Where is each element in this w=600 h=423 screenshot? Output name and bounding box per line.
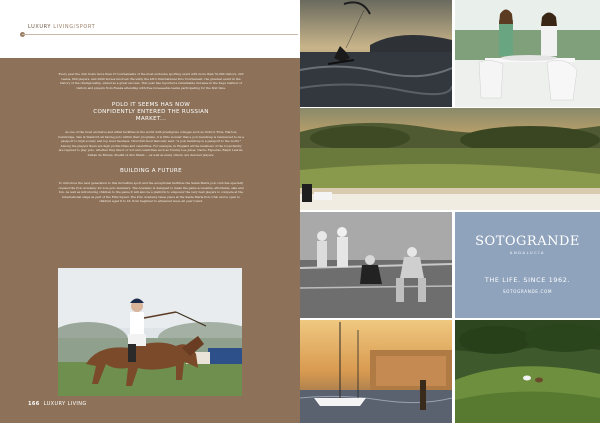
section-header	[28, 24, 95, 30]
article-paragraph-3: To introduce the next generation to this incredible sport and the exceptional facilities the Santa Maria polo club has specially created the Polo Academy for sole polo members. The Academy is designed to make the game accessible, affordable, safe and fun. As well as introducing children to the game it will also be a platform to empower the very best players to compete at the International stage as part of the Elite Squad. The Polo Academy takes place at the Santa Maria Polo Club and is open to children aged 8 to 18, from beginner to advanced level, all year round.	[58, 181, 244, 203]
ad-region: ANDALUCÍA	[509, 251, 546, 255]
hills-photo	[455, 320, 600, 423]
kitesurf-photo	[300, 0, 452, 107]
sotogrande-ad[interactable]	[455, 212, 600, 318]
folio-label: LUXURY LIVING	[43, 401, 87, 407]
vintage-beach-photo	[300, 212, 452, 318]
ad-tagline: THE LIFE. SINCE 1962.	[484, 276, 571, 284]
header-rule	[22, 34, 298, 35]
article-paragraph-2: As one of the most exclusive and elitist facilities in the world with prestigious colleges such as Oxford, Eton, Harrow, Cambridge, Yale & Stanford all having polo within their programs, it is little wonder that a polo handicap is referenced to be a passport to high society and top level business. Churchill most famously said, "A polo handicap is a passport to the world." Among the players there are high profile titles and celebrities. For example, in England all the members of the royal family are reputed to play polo, whether they like it or not and celebrities such as Tommy Lee Jones, Nacho Figueras, Ralph Lauren, Sultan de Brunei, Sheikh of Abu Dhabi … as well as many others, are devoted players.	[58, 130, 244, 157]
article-paragraph-1: Every year the club hosts more than 27 tournaments of the most exclusive sporting event with more than 70,000 visitors, 220 teams, 800 players, and 2000 horses involved. Recently the 43rd International Polo Tournament, the greatest event in the history of the championship, ended as a great success. This year has reported a remarkable increase in the huge number of visitors and players from Russia attending with free foreseeable teams participating for the first time.	[58, 72, 244, 90]
page-folio	[28, 401, 87, 407]
subhead-russian-market: POLO IT SEEMS HAS NOW CONFIDENTLY ENTERED THE RUSSIAN MARKET...	[93, 102, 209, 122]
subhead-building-future: BUILDING A FUTURE	[120, 168, 182, 174]
golf-landscape-photo	[300, 108, 600, 210]
marina-photo	[300, 320, 452, 423]
article-body	[58, 72, 244, 204]
terrace-photo	[455, 0, 600, 107]
polo-player-photo	[58, 268, 242, 396]
page-number: 166	[28, 401, 40, 407]
sotogrande-logo: SOTOGRANDE	[475, 234, 580, 249]
ad-url[interactable]: SOTOGRANDE.COM	[502, 289, 553, 294]
header-luxury: LUXURY	[28, 24, 52, 30]
header-section: LIVING/SPORT	[53, 24, 96, 30]
